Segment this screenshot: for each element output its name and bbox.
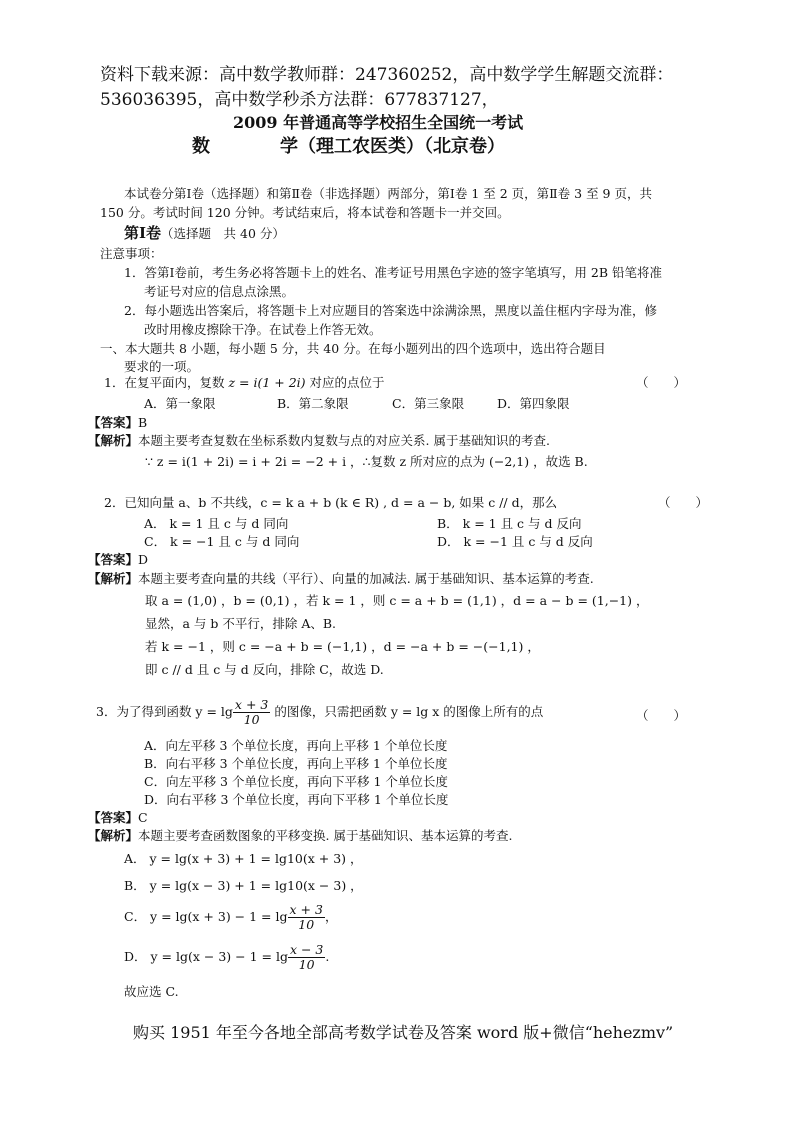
q2-option-a: A． k = 1 且 c 与 d 同向 xyxy=(144,516,289,531)
header-line-2: 536036395，高中数学秒杀方法群：677837127， xyxy=(100,90,499,110)
intro-line-1: 本试卷分第Ⅰ卷（选择题）和第Ⅱ卷（非选择题）两部分，第Ⅰ卷 1 至 2 页，第Ⅱ卷 3 至 9 页，共 xyxy=(124,186,652,201)
q3-step-b: B． y = lg(x − 3) + 1 = lg10(x − 3) ， xyxy=(124,878,363,893)
exam-subtitle xyxy=(192,132,505,158)
notes-title: 注意事项： xyxy=(100,246,163,261)
q3-option-b: B．向右平移 3 个单位长度，再向上平移 1 个单位长度 xyxy=(144,756,448,771)
q3-answer: 【答案】C xyxy=(88,810,148,825)
q1-option-a: A．第一象限 xyxy=(144,396,216,411)
q1-analysis: 【解析】本题主要考查复数在坐标系数内复数与点的对应关系. 属于基础知识的考查. xyxy=(88,433,550,448)
footer-ad: 购买 1951 年至今各地全部高考数学试卷及答案 word 版+微信“hehezmv” xyxy=(133,1023,674,1042)
q2-stem: 2．已知向量 a、b 不共线，c = k a + b (k ∈ R) , d = a − b, 如果 c // d，那么 xyxy=(104,495,558,510)
q3-answer-paren: （ ） xyxy=(636,708,687,723)
q3-option-d: D．向右平移 3 个单位长度，再向下平移 1 个单位长度 xyxy=(144,792,449,807)
q2-step-3: 若 k = −1 ，则 c = −a + b = (−1,1) ，d = −a + b = −(−1,1) ， xyxy=(145,639,540,654)
q1-stem: 1．在复平面内，复数 z = i(1 + 2i) 对应的点位于 xyxy=(104,375,385,390)
q1-step-1: ∵ z = i(1 + 2i) = i + 2i = −2 + i ，∴复数 z 所对应的点为 (−2,1) ，故选 B. xyxy=(145,454,588,469)
header-line-1: 资料下载来源：高中数学教师群：247360252，高中数学学生解题交流群： xyxy=(100,65,674,85)
q2-option-d: D． k = −1 且 c 与 d 反向 xyxy=(437,534,593,549)
q3-stem: 3．为了得到函数 y = lg $\frac{x + 3}{10}$ 的图像，只需把函数 y = lg x 的图像上所有的点 xyxy=(96,697,544,727)
part1-heading xyxy=(124,222,285,243)
q2-analysis: 【解析】本题主要考查向量的共线（平行）、向量的加减法. 属于基础知识、基本运算的考查. xyxy=(88,571,594,586)
q1-stem-math: z = i(1 + 2i) xyxy=(228,375,306,390)
q3-step-c-fraction: $\frac{x + 3}{10}$ xyxy=(289,902,323,932)
q3-step-a: A． y = lg(x + 3) + 1 = lg10(x + 3) ， xyxy=(124,851,363,866)
q2-option-b: B． k = 1 且 c 与 d 反向 xyxy=(437,516,582,531)
note-2b: 改时用橡皮擦除干净。在试卷上作答无效。 xyxy=(144,322,382,337)
q1-option-b: B．第二象限 xyxy=(277,396,349,411)
q1-option-c: C．第三象限 xyxy=(392,396,465,411)
q2-step-4: 即 c // d 且 c 与 d 反向，排除 C，故选 D. xyxy=(145,662,384,677)
q1-answer: 【答案】B xyxy=(88,415,148,430)
q3-option-a: A．向左平移 3 个单位长度，再向上平移 1 个单位长度 xyxy=(144,738,448,753)
q2-step-2: 显然，a 与 b 不平行，排除 A、B. xyxy=(145,616,337,631)
q3-step-c: C． y = lg(x + 3) − 1 = lg $\frac{x + 3}{10}$ ， xyxy=(124,902,338,932)
part1-title: 第Ⅰ卷 xyxy=(124,224,162,242)
q3-stem-fraction: $\frac{x + 3}{10}$ xyxy=(234,697,269,727)
q3-option-c: C．向左平移 3 个单位长度，再向下平移 1 个单位长度 xyxy=(144,774,448,789)
q3-step-d-fraction: $\frac{x - 3}{10}$ xyxy=(289,942,324,972)
subtitle-part-b: 学（理工农医类）（北京卷） xyxy=(280,136,505,157)
section-line-b: 要求的一项。 xyxy=(124,359,200,374)
note-1a: 1．答第Ⅰ卷前，考生务必将答题卡上的姓名、准考证号用黑色字迹的签字笔填写，用 2B 铅笔将准 xyxy=(124,265,662,280)
exam-title: 2009 年普通高等学校招生全国统一考试 xyxy=(233,113,524,132)
section-line-a: 一、本大题共 8 小题，每小题 5 分，共 40 分。在每小题列出的四个选项中，选出符合题目 xyxy=(100,341,606,356)
q2-option-c: C． k = −1 且 c 与 d 同向 xyxy=(144,534,300,549)
note-2a: 2．每小题选出答案后，将答题卡上对应题目的答案选中涂满涂黑，黑度以盖住框内字母为准，修 xyxy=(124,303,657,318)
q3-analysis: 【解析】本题主要考查函数图象的平移变换. 属于基础知识、基本运算的考查. xyxy=(88,828,513,843)
q2-answer: 【答案】D xyxy=(88,552,149,567)
q3-step-d: D． y = lg(x − 3) − 1 = lg $\frac{x - 3}{10}$ . xyxy=(124,942,330,972)
q1-answer-paren: （ ） xyxy=(636,375,687,390)
q3-conclusion: 故应选 C. xyxy=(124,984,179,999)
part1-subtitle: （选择题 共 40 分） xyxy=(161,226,285,241)
note-1b: 考证号对应的信息点涂黑。 xyxy=(144,284,295,299)
q2-answer-paren: （ ） xyxy=(658,495,709,510)
q1-option-d: D．第四象限 xyxy=(497,396,570,411)
intro-line-2: 150 分。考试时间 120 分钟。考试结束后，将本试卷和答题卡一并交回。 xyxy=(100,205,510,220)
q2-step-1: 取 a = (1,0) ，b = (0,1) ，若 k = 1 ，则 c = a + b = (1,1) ，d = a − b = (1,−1) ， xyxy=(145,593,649,608)
subtitle-part-a: 数 xyxy=(192,136,210,157)
